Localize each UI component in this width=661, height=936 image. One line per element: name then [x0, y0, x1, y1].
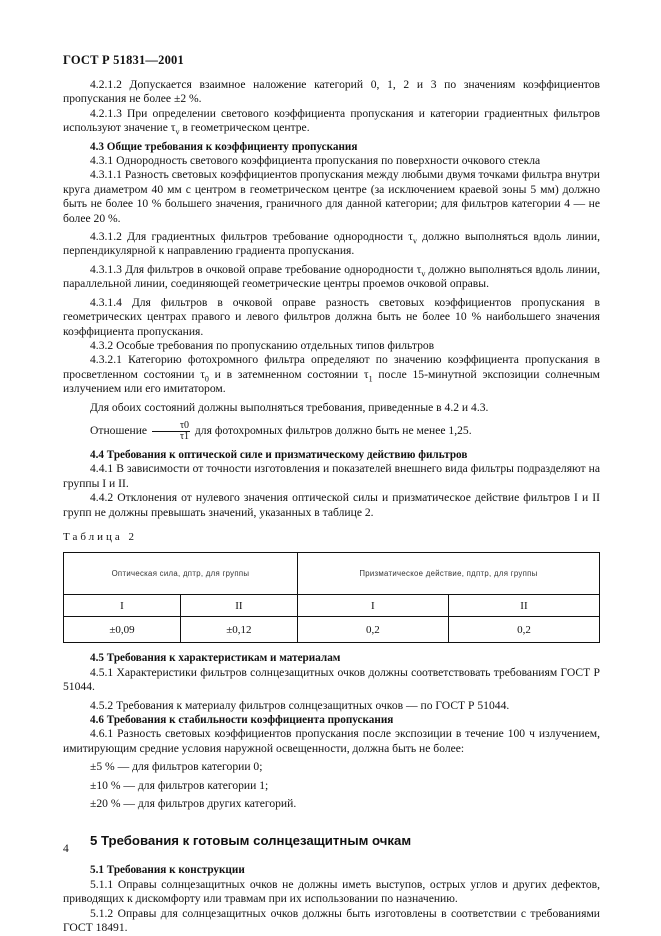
paragraph-4-5-1: 4.5.1 Характеристики фильтров солнцезащитных очков должны соответствовать требованиям ГОСТ Р 51044.: [63, 665, 600, 694]
paragraph-4-3-1-4: 4.3.1.4 Для фильтров в очковой оправе разность световых коэффициентов пропускания в геометрических центрах правого и левого фильтров должна быть не более 10 % наибольшего значения коэффициента пропускания.: [63, 295, 600, 338]
paragraph-4-3-1-2: [63, 230, 600, 259]
paragraph-4-3-1: 4.3.1 Однородность светового коэффициента пропускания по поверхности очкового стекла: [90, 154, 541, 168]
heading-4-6: 4.6 Требования к стабильности коэффициента пропускания: [90, 714, 394, 726]
heading-4-5: 4.5 Требования к характеристикам и материалам: [90, 652, 341, 665]
table-2: [63, 552, 600, 643]
text-part: после 15-минутной экспозиции солнечным излучением или его имитатором.: [63, 367, 600, 396]
table-group-cell: I: [297, 595, 448, 617]
paragraph-4-3-1-3: [63, 263, 600, 292]
fraction-numerator: τ0: [152, 421, 190, 432]
paragraph-4-3-2-1: [63, 353, 600, 396]
paragraph-4-4-2: 4.4.2 Отклонения от нулевого значения оптической силы и призматическое действие фильтров I и II групп не должны превышать значений, указанных в таблице 2.: [63, 491, 600, 519]
paragraph-5-1-2: 5.1.2 Оправы для солнцезащитных очков должны быть изготовлены в соответствии с требованиями ГОСТ 18491.: [63, 906, 600, 935]
text-part: должно выполняться вдоль линии, перпендикулярной к направлению градиента пропускания.: [63, 230, 600, 258]
table-caption: Таблица 2: [63, 530, 138, 543]
list-item: ±20 % — для фильтров других категорий.: [90, 797, 297, 811]
table-value-cell: ±0,09: [64, 617, 181, 643]
table-value-cell: 0,2: [297, 617, 448, 643]
subscript: 0: [204, 374, 209, 384]
heading-5-1: 5.1 Требования к конструкции: [90, 864, 245, 877]
fraction-denominator: τ1: [179, 430, 189, 442]
text-part: для фотохромных фильтров должно быть не менее 1,25.: [192, 424, 472, 438]
table-group-cell: II: [448, 595, 599, 617]
text-part: должно выполняться вдоль линии, параллельной линии, соединяющей геометрические центры проемов очковой оправы.: [63, 262, 600, 291]
text-part: 4.3.2.1 Категорию фотохромного фильтра определяют по значению коэффициента пропускания в просветленном состоянии τ: [63, 353, 600, 381]
table-group-cell: I: [64, 595, 181, 617]
table-group-cell: II: [180, 595, 297, 617]
text-part: Отношение: [90, 424, 150, 438]
table-value-cell: 0,2: [448, 617, 599, 643]
fraction: [152, 421, 190, 442]
table-header-optical: Оптическая сила, дптр, для группы: [64, 553, 298, 595]
paragraph-4-2-1-3: [63, 107, 600, 136]
paragraph-4-4-1: 4.4.1 В зависимости от точности изготовления и показателей внешнего вида фильтры подразделяют на группы I и II.: [63, 462, 600, 490]
paragraph-4-6-1: 4.6.1 Разность световых коэффициентов пропускания после экспозиции в течение 100 ч излучением, имитирующим средние условия наружной освещенности, должна быть не более:: [63, 727, 600, 755]
document-body: [63, 78, 600, 935]
heading-4-4: 4.4 Требования к оптической силе и призматическому действию фильтров: [90, 448, 468, 461]
subscript: v: [175, 127, 180, 137]
text-part: 4.2.1.3 При определении светового коэффициента пропускания и категории градиентных фильтров используют значение τ: [63, 106, 600, 135]
text-part: и в затемненном состоянии τ: [208, 367, 369, 381]
document-header: ГОСТ Р 51831—2001: [63, 53, 184, 67]
subscript: v: [421, 269, 426, 279]
section-heading-5: 5 Требования к готовым солнцезащитным очкам: [90, 833, 412, 849]
heading-4-3: 4.3 Общие требования к коэффициенту пропускания: [90, 140, 358, 153]
subscript: 1: [368, 374, 373, 384]
text-part: в геометрическом центре.: [179, 121, 310, 135]
paragraph-both-states: Для обоих состояний должны выполняться требования, приведенные в 4.2 и 4.3.: [90, 400, 489, 414]
list-item: ±10 % — для фильтров категории 1;: [90, 778, 269, 792]
table-value-cell: ±0,12: [180, 617, 297, 643]
paragraph-5-1-1: 5.1.1 Оправы солнцезащитных очков не должны иметь выступов, острых углов и других дефектов, приводящих к дискомфорту или травмам при их использовании по назначению.: [63, 877, 600, 906]
paragraph-4-3-1-1: 4.3.1.1 Разность световых коэффициентов пропускания между любыми двумя точками фильтра внутри круга диаметром 40 мм с центром в геометрическом центре (за исключением краевой зоны 5 мм) должно быть не более 10 % большего значения, граничного для данной категории; для фильтров категории 4 — не более 20 %.: [63, 168, 600, 225]
page-number: 4: [63, 843, 69, 855]
text-part: 4.3.1.3 Для фильтров в очковой оправе требование однородности τ: [90, 262, 422, 276]
paragraph-4-5-2: 4.5.2 Требования к материалу фильтров солнцезащитных очков — по ГОСТ Р 51044.: [90, 698, 510, 712]
paragraph-4-2-1-2: 4.2.1.2 Допускается взаимное наложение категорий 0, 1, 2 и 3 по значениям коэффициентов пропускания не более ±2 %.: [63, 78, 600, 106]
subscript: v: [412, 236, 417, 246]
list-item: ±5 % — для фильтров категории 0;: [90, 760, 263, 774]
table-header-prism: Призматическое действие, пдптр, для группы: [297, 553, 599, 595]
paragraph-ratio: [63, 421, 600, 442]
text-part: 4.3.1.2 Для градиентных фильтров требование однородности τ: [90, 230, 413, 244]
paragraph-4-3-2: 4.3.2 Особые требования по пропусканию отдельных типов фильтров: [90, 338, 435, 352]
